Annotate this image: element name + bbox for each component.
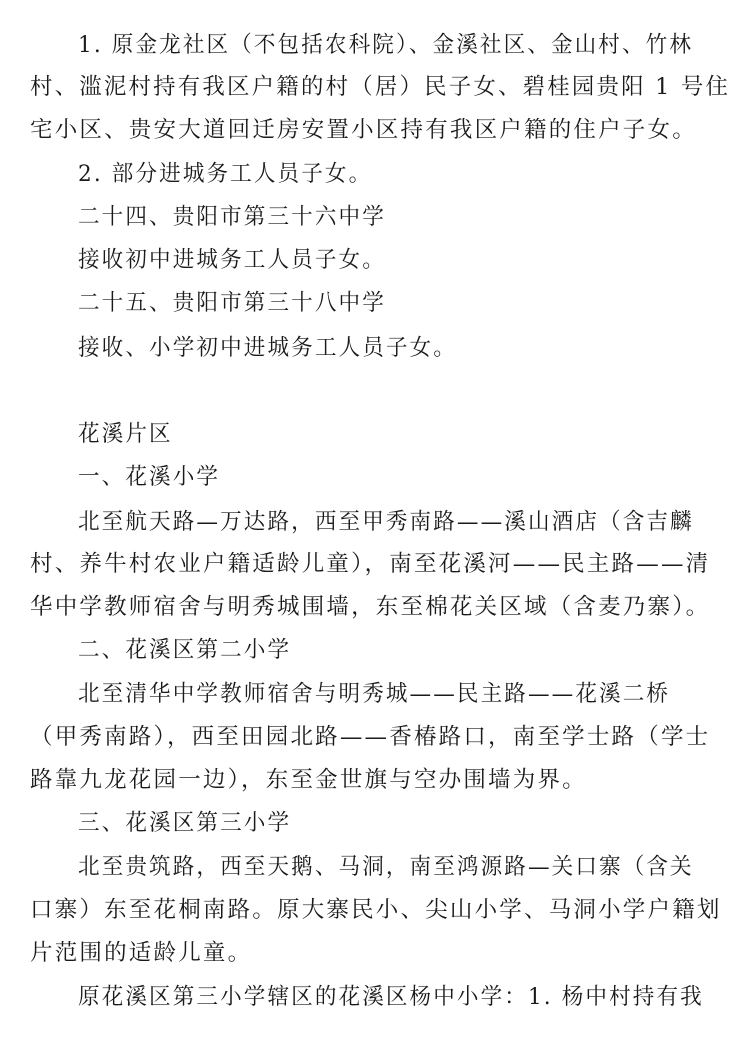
- section-heading: 二、花溪区第二小学: [78, 637, 292, 663]
- paragraph-line: 北至清华中学教师宿舍与明秀城——民主路——花溪二桥: [78, 681, 671, 707]
- section-heading: 二十四、贵阳市第三十六中学: [78, 204, 386, 230]
- paragraph-line: 路靠九龙花园一边），东至金世旗与空办围墙为界。: [30, 767, 587, 793]
- paragraph-line: 北至航天路—万达路，西至甲秀南路——溪山酒店（含吉麟: [78, 509, 694, 535]
- paragraph-line: 村、养牛村农业户籍适龄儿童），南至花溪河——民主路——清: [30, 551, 711, 577]
- district-heading: 花溪片区: [78, 421, 173, 447]
- paragraph-line: 接收初中进城务工人员子女。: [78, 247, 386, 273]
- paragraph-line: 2. 部分进城务工人员子女。: [78, 161, 373, 187]
- paragraph-line: 村、滥泥村持有我区户籍的村（居）民子女、碧桂园贵阳 1 号住: [30, 74, 731, 100]
- paragraph-line: 宅小区、贵安大道回迁房安置小区持有我区户籍的住户子女。: [30, 117, 697, 143]
- paragraph-line: 华中学教师宿舍与明秀城围墙，东至棉花关区域（含麦乃寨）。: [30, 594, 711, 620]
- paragraph-line: 口寨）东至花桐南路。原大寨民小、尖山小学、马洞小学户籍划: [30, 897, 722, 923]
- paragraph-line: 1. 原金龙社区（不包括农科院）、金溪社区、金山村、竹林: [78, 32, 694, 58]
- paragraph-line: 原花溪区第三小学辖区的花溪区杨中小学：1. 杨中村持有我: [78, 984, 704, 1010]
- paragraph-line: 北至贵筑路，西至天鹅、马洞，南至鸿源路—关口寨（含关: [78, 854, 694, 880]
- paragraph-line: （甲秀南路），西至田园北路——香椿路口，南至学士路（学士: [30, 724, 711, 750]
- section-heading: 一、花溪小学: [78, 464, 221, 490]
- section-heading: 二十五、贵阳市第三十八中学: [78, 290, 386, 316]
- section-heading: 三、花溪区第三小学: [78, 810, 292, 836]
- paragraph-line: 接收、小学初中进城务工人员子女。: [78, 335, 457, 361]
- paragraph-line: 片范围的适龄儿童。: [30, 940, 253, 966]
